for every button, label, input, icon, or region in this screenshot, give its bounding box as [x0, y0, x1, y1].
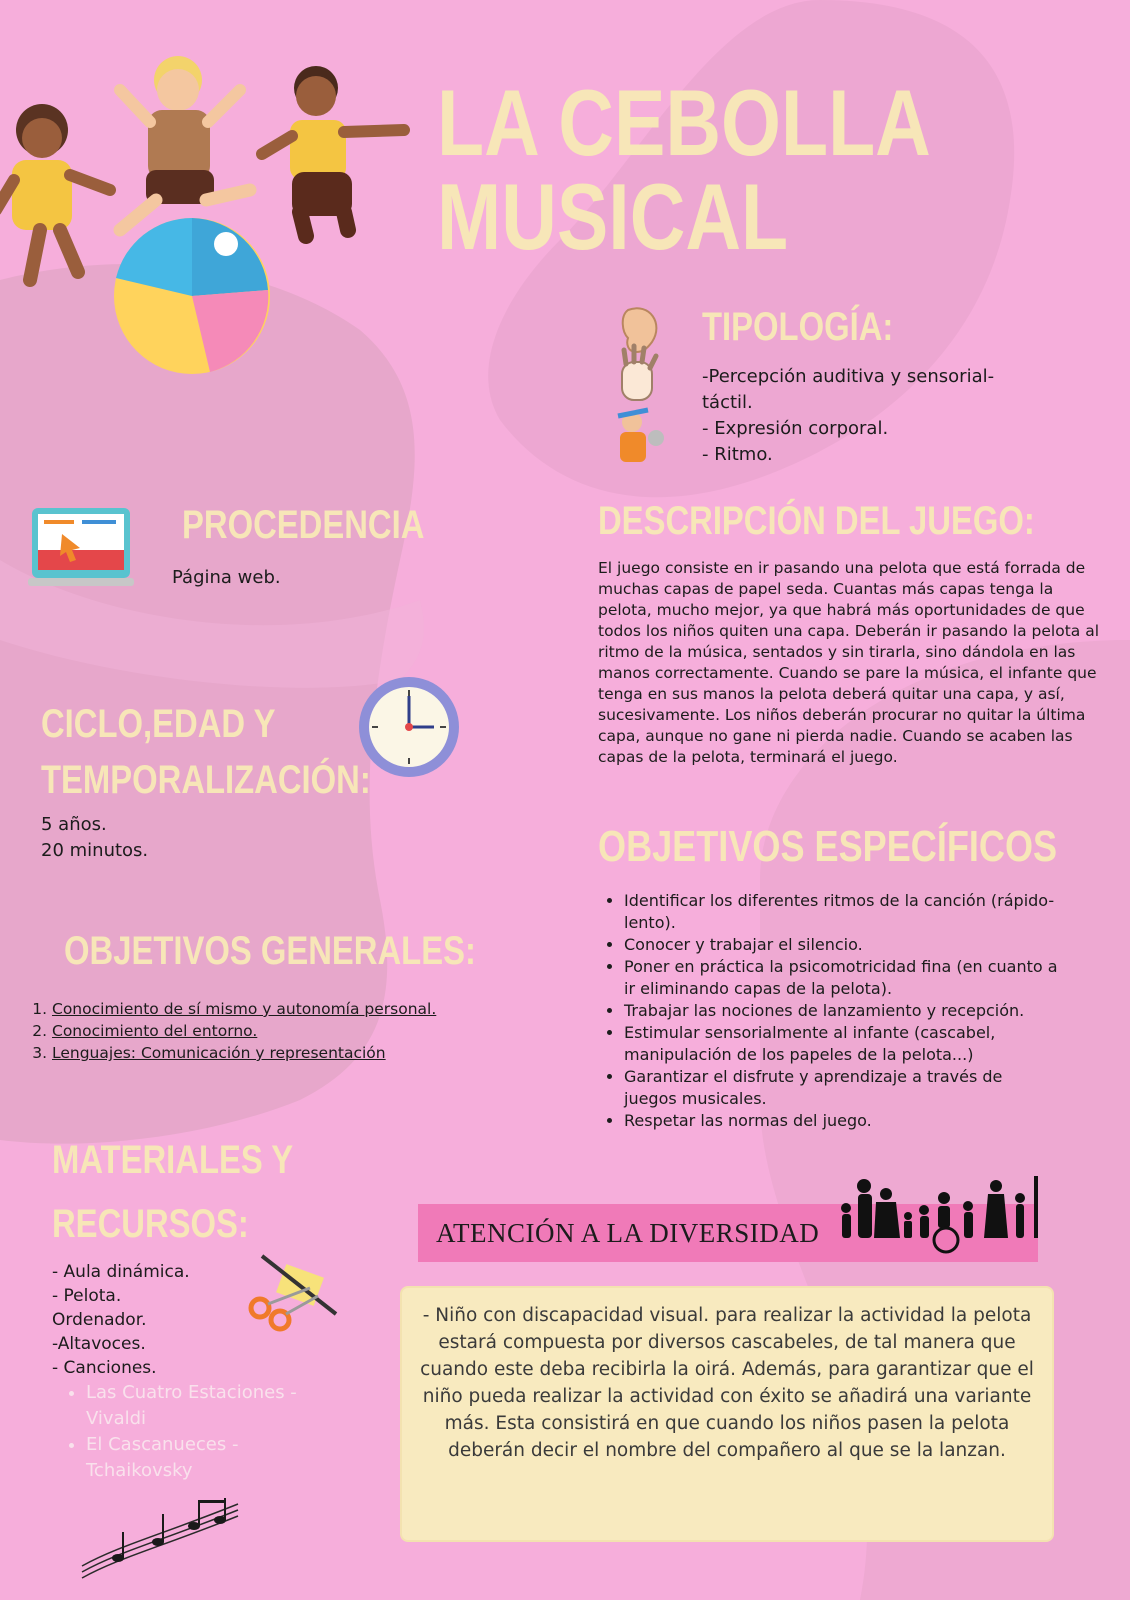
- objetivos-especificos-section: [598, 824, 1058, 1132]
- ciclo-details: [41, 812, 443, 864]
- beach-ball-icon: [114, 218, 270, 374]
- list-item: 3. Lenguajes: Comunicación y representación: [52, 1042, 512, 1064]
- family-silhouette-icon: [836, 1176, 1042, 1258]
- procedencia-section: [182, 502, 478, 548]
- objetivos-generales-heading: OBJETIVOS GENERALES:: [64, 929, 476, 973]
- diversidad-note: [402, 1288, 1052, 1540]
- list-item: • Garantizar el disfrute y aprendizaje a través de juegos musicales.: [624, 1066, 1058, 1110]
- descripcion-text: [598, 558, 1123, 768]
- objetivos-generales-list: [40, 998, 512, 1064]
- descripcion-line: manos correctamente. Cuando se pare la música, el infante que: [598, 664, 1097, 682]
- ciclo-heading-line-2: TEMPORALIZACIÓN:: [41, 758, 371, 802]
- list-item: • Estimular sensorialmente al infante (cascabel, manipulación de los papeles de la pelota...): [624, 1022, 1058, 1066]
- descripcion-heading: DESCRIPCIÓN DEL JUEGO:: [598, 499, 1035, 543]
- ear-icon: [623, 308, 657, 352]
- procedencia-heading: PROCEDENCIA: [182, 503, 425, 547]
- tipologia-line: táctil.: [702, 392, 753, 413]
- descripcion-line: tenga en sus manos la pelota deberá quitar una capa, y así,: [598, 685, 1065, 703]
- diversidad-text: - Niño con discapacidad visual. para realizar la actividad la pelota estará compuesta por diversos cascabeles, de tal manera que cuando este deba recibirla la oirá. Además, para garantizar que el niño pueda realizar la actividad con éxito se añadirá una variante más. Esta consistirá en que cuando los niños pasen la pelota deberán decir el nombre del compañero al que se la lanzan.: [420, 1305, 1034, 1461]
- descripcion-line: todos los niños quiten una capa. Deberán ir pasando la pelota al: [598, 622, 1099, 640]
- title-line-1: LA CEBOLLA: [437, 70, 931, 175]
- title-line-2: MUSICAL: [437, 164, 789, 269]
- tipologia-heading: TIPOLOGÍA:: [702, 305, 894, 349]
- musician-icon: [618, 410, 664, 462]
- song-item: • Las Cuatro Estaciones - Vivaldi: [86, 1380, 332, 1432]
- kid-right-icon: [262, 66, 404, 236]
- songs-list: [52, 1380, 332, 1484]
- laptop-icon: [28, 506, 134, 592]
- tipologia-list: [702, 364, 994, 468]
- materiales-line: -Altavoces.: [52, 1334, 146, 1354]
- objetivos-generales-section: [64, 928, 566, 974]
- materiales-heading-line-1: MATERIALES Y: [52, 1138, 294, 1182]
- ciclo-heading-line-1: CICLO,EDAD Y: [41, 702, 276, 746]
- descripcion-section: [598, 498, 1123, 768]
- materiales-line: - Aula dinámica.: [52, 1262, 190, 1282]
- descripcion-line: pelota, mucho mejor, ya que habrá más oportunidades de que: [598, 601, 1085, 619]
- descripcion-line: capa, aunque no gane ni pierda nadie. Cuando se acaben las: [598, 727, 1073, 745]
- procedencia-text: Página web.: [172, 567, 281, 588]
- ciclo-section: [41, 696, 443, 864]
- diversidad-heading: ATENCIÓN A LA DIVERSIDAD: [436, 1218, 820, 1248]
- descripcion-line: muchas capas de papel seda. Cuantas más capas tenga la: [598, 580, 1054, 598]
- kid-center-icon: [120, 56, 250, 230]
- tipologia-line: -Percepción auditiva y sensorial-: [702, 366, 995, 387]
- page-title: [437, 70, 1039, 269]
- materiales-line: - Canciones.: [52, 1358, 157, 1378]
- objetivos-especificos-list: [598, 890, 1058, 1132]
- list-item: • Trabajar las nociones de lanzamiento y recepción.: [624, 1000, 1058, 1022]
- tipologia-line: - Ritmo.: [702, 444, 773, 465]
- tipologia-section: [702, 304, 994, 468]
- descripcion-line: ritmo de la música, sentados y sin tirarla, sino dándola en las: [598, 643, 1076, 661]
- music-notes-icon: [78, 1496, 248, 1580]
- ciclo-line: 20 minutos.: [41, 840, 149, 861]
- descripcion-line: El juego consiste en ir pasando una pelota que está forrada de: [598, 559, 1086, 577]
- tipologia-icons: [608, 302, 678, 472]
- materiales-line: - Pelota.: [52, 1286, 122, 1306]
- objetivos-especificos-heading: OBJETIVOS ESPECÍFICOS: [598, 822, 1058, 871]
- list-item: 2. Conocimiento del entorno.: [52, 1020, 512, 1042]
- list-item: • Poner en práctica la psicomotricidad fina (en cuanto a ir eliminando capas de la pelota).: [624, 956, 1058, 1000]
- kid-left-icon: [0, 104, 110, 280]
- ciclo-line: 5 años.: [41, 814, 107, 835]
- tipologia-line: - Expresión corporal.: [702, 418, 889, 439]
- materiales-heading-line-2: RECURSOS:: [52, 1202, 249, 1246]
- hand-icon: [622, 346, 656, 400]
- scissors-icon: [246, 1254, 346, 1334]
- song-item: • El Cascanueces - Tchaikovsky: [86, 1432, 332, 1484]
- list-item: • Respetar las normas del juego.: [624, 1110, 1058, 1132]
- dancing-kids-illustration: [0, 40, 420, 380]
- descripcion-line: capas de la pelota, terminará el juego.: [598, 748, 898, 766]
- list-item: • Conocer y trabajar el silencio.: [624, 934, 1058, 956]
- descripcion-line: sucesivamente. Los niños deberán procurar no quitar la última: [598, 706, 1086, 724]
- list-item: • Identificar los diferentes ritmos de la canción (rápido-lento).: [624, 890, 1058, 934]
- materiales-line: Ordenador.: [52, 1310, 147, 1330]
- list-item: 1. Conocimiento de sí mismo y autonomía personal.: [52, 998, 512, 1020]
